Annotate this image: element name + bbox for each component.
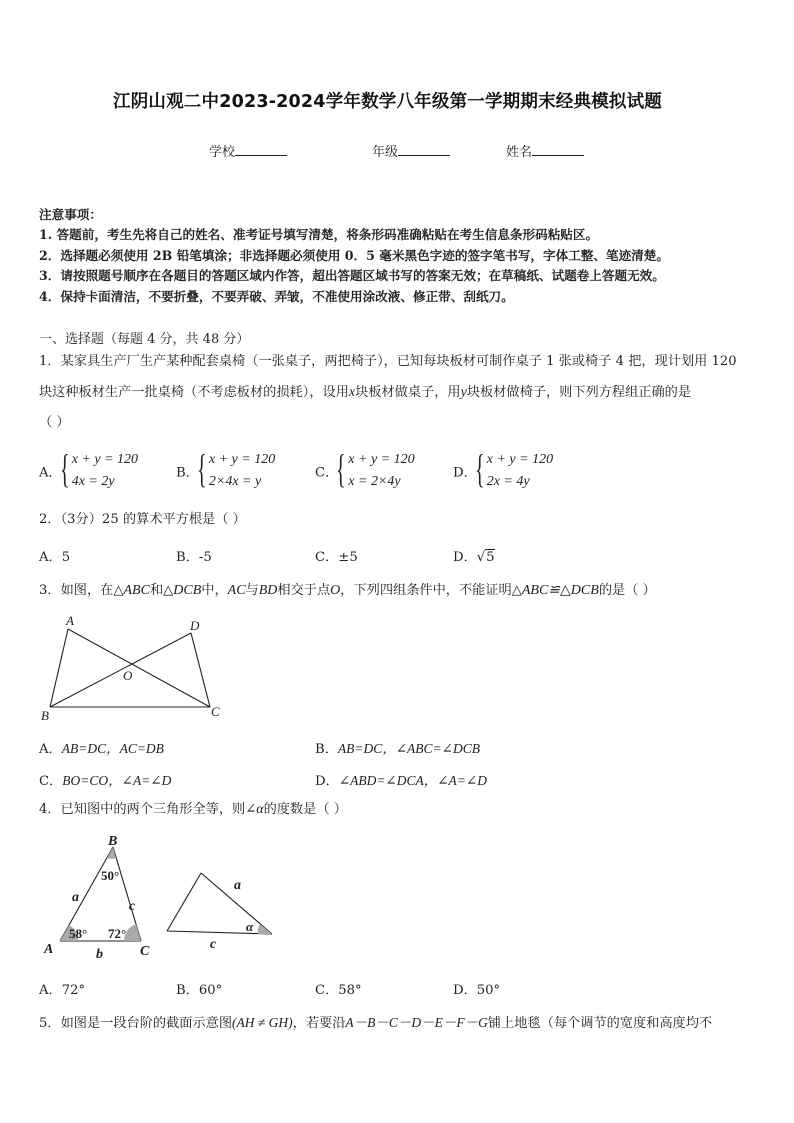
name-blank[interactable] [532, 143, 584, 156]
q3-option-d[interactable]: D．∠ABD=∠DCA，∠A=∠D [315, 773, 487, 789]
q1-line-1: 1．某家具生产厂生产某种配套桌椅（一张桌子，两把椅子），已知每块板材可制作桌子 1 张或椅子 4 把，现计划用 120 [39, 354, 737, 369]
label-alpha: α [246, 919, 254, 934]
q4-option-d[interactable]: D．50° [453, 983, 501, 998]
segment-ab [50, 629, 68, 707]
label-angle-b: 50° [101, 868, 120, 883]
note-item-4: 4．保持卡面清洁，不要折叠，不要弄破、弄皱，不准使用涂改液、修正带、刮纸刀。 [39, 289, 514, 304]
school-label: 学校 [209, 145, 236, 160]
note-item-1: 1. 答题前，考生先将自己的姓名、准考证号填写清楚，将条形码准确粘贴在考生信息条形码粘贴区。 [39, 227, 599, 242]
label-side-a-2: a [234, 878, 241, 893]
q1-option-a[interactable]: A． { x + y = 120 4x = 2y [39, 446, 139, 491]
sqrt-symbol: √ [476, 550, 486, 565]
sqrt-radicand: 5 [486, 550, 495, 565]
tri2-side-c [167, 931, 272, 934]
label-a-vertex: A [44, 942, 54, 957]
angle-alpha-mark [258, 924, 272, 934]
label-b-vertex: B [108, 834, 118, 849]
section-heading: 一、选择题（每题 4 分，共 48 分） [39, 332, 250, 347]
note-item-3: 3．请按照题号顺序在各题目的答题区域内作答，超出答题区域书写的答案无效；在草稿纸、试题卷上答题无效。 [39, 268, 665, 283]
segment-bd [50, 633, 191, 707]
label-a: A [66, 613, 74, 628]
notes-heading: 注意事项： [39, 207, 102, 222]
label-side-c-2: c [210, 937, 217, 952]
q1-option-c[interactable]: C． { x + y = 120 x = 2×4y [315, 446, 415, 491]
label-side-c: c [129, 899, 136, 914]
grade-label: 年级 [372, 145, 399, 160]
q2-option-a[interactable]: A．5 [39, 550, 71, 565]
label-c-vertex: C [140, 944, 150, 959]
q1-option-d[interactable]: D． { x + y = 120 2x = 4y [453, 446, 554, 491]
label-o: O [123, 668, 133, 683]
q1-option-b[interactable]: B． { x + y = 120 2×4x = y [176, 446, 276, 491]
label-side-a: a [72, 890, 79, 905]
segment-ac [68, 629, 210, 707]
q1-answer-paren: （ ） [39, 415, 70, 430]
name-label: 姓名 [506, 145, 533, 160]
label-b: B [41, 708, 49, 723]
q2-option-b[interactable]: B．-5 [176, 550, 212, 565]
angle-c-mark [124, 924, 141, 941]
school-blank[interactable] [235, 143, 287, 156]
q4-option-a[interactable]: A．72° [39, 983, 86, 998]
note-item-2: 2．选择题必须使用 2B 铅笔填涂；非选择题必须使用 0．5 毫米黑色字迹的签字笔书写，字体工整、笔迹清楚。 [39, 248, 669, 263]
page-title: 江阴山观二中2023-2024学年数学八年级第一学期期末经典模拟试题 [113, 92, 662, 112]
tri2-side-left [167, 873, 201, 931]
label-c: C [211, 704, 220, 719]
q2-option-c[interactable]: C．±5 [315, 550, 358, 565]
school-field [209, 141, 287, 160]
label-angle-a: 58° [69, 926, 88, 941]
q1-var-y: y [460, 385, 467, 400]
q3-option-a[interactable]: A．AB=DC，AC=DB [39, 741, 164, 757]
q3-option-b[interactable]: B．AB=DC，∠ABC=∠DCB [315, 741, 480, 757]
q4-option-c[interactable]: C．58° [315, 983, 362, 998]
q5-stem: 5．如图是一段台阶的截面示意图(AH ≠ GH)，若要沿A－B－C－D－E－F－G铺上地毯（每个调节的宽度和高度均不 [39, 1015, 713, 1031]
q1-line-2: 块这种板材生产一批桌椅（不考虑板材的损耗），设用x块板材做桌子，用y块板材做椅子，则下列方程组正确的是 [39, 385, 692, 400]
q1-var-x: x [348, 385, 356, 400]
name-field [506, 141, 584, 160]
q4-figure [36, 830, 286, 965]
q4-option-b[interactable]: B．60° [176, 983, 223, 998]
q3-stem: 3．如图，在△ABC和△DCB中，AC与BD相交于点O，下列四组条件中，不能证明△ABC≌△DCB的是（ ） [39, 583, 656, 598]
label-angle-c: 72° [108, 926, 127, 941]
grade-field [372, 141, 450, 160]
q2-option-d[interactable]: D．√5 [453, 550, 495, 565]
q3-option-c[interactable]: C．BO=CO，∠A=∠D [39, 773, 172, 789]
q4-stem: 4．已知图中的两个三角形全等，则∠α的度数是（ ） [39, 802, 347, 817]
q2-stem: 2．（3分）25 的算术平方根是（ ） [39, 512, 246, 527]
q3-figure [36, 612, 236, 724]
label-side-b: b [96, 947, 103, 962]
label-d: D [190, 618, 200, 633]
segment-dc [191, 633, 210, 707]
grade-blank[interactable] [398, 143, 450, 156]
